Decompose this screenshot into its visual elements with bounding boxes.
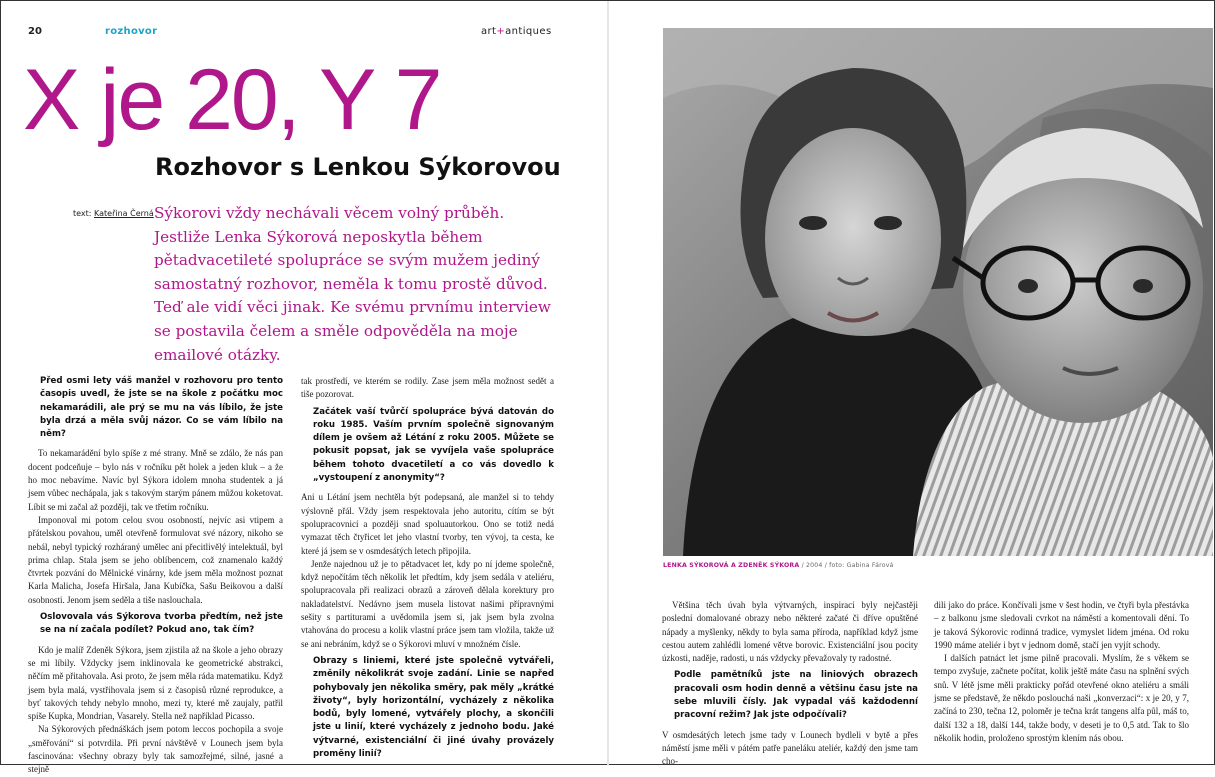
- page-number: 20: [28, 26, 42, 37]
- interview-answer: dili jako do práce. Končívali jsme v šest hodin, ve čtyři byla přestávka – z balkonu jsme sledovali cvrkot na náměstí a komentovali dění. To je taková Sýkorovic rodinná tradice, vymyslet lidem jména. Od roku 1990 máme ateliér i byt v jednom domě, stačí jen vyjít schody.: [934, 600, 1189, 650]
- article-column-2: [301, 375, 554, 767]
- interview-answer: Ani u Létání jsem nechtěla být podepsaná, ale manžel si to tehdy výslovně přál. Vždy jsem respektovala jeho autoritu, cítím se být spolupracovnicí a později snad spoluautorkou. Ono se totiž nedá vymazat těch čtyřicet let jeho vlastní tvorby, ten vývoj, ta cesta, ke které já jsem se v osmdesátých letech připojila.: [301, 492, 554, 556]
- interview-question: Oslovovala vás Sýkorova tvorba předtím, než jste se na ní začala podílet? Pokud ano, tak čím?: [40, 612, 283, 636]
- interview-answer: V osmdesátých letech jsme tady v Lounech bydleli v bytě a přes náměstí jsme měli v pátém patře paneláku ateliér, každý den jsme tam cho-: [662, 729, 918, 767]
- interview-answer: Imponoval mi potom celou svou osobností, nejvíc asi vtipem a přátelskou povahou, uměl otevřeně formulovat své názory, nikoho se nebál, nebyl typický rozháraný umělec ani přecitlivělý intelektuál, byl prima chlap. Stala jsem se jeho oblíbencem, což znamenalo každý čtvrtek pozvání do Mělnické vinárny, kde jsem měla možnost poznat Karla Malicha, Josefa Hiršala, Jana Kubíčka, Sašu Beikovou a další osobnosti. Jenom jsem seděla a tiše naslouchala.: [28, 514, 283, 605]
- caption-names: LENKA SÝKOROVÁ A ZDENĚK SÝKORA: [663, 562, 800, 569]
- interview-question: Podle pamětníků jste na liniových obrazech pracovali osm hodin denně a většinu času jste na sebe mluvili čísly. Jak vypadal váš každodenní pracovní režim? Jak jste odpočívali?: [674, 670, 918, 721]
- photo-caption: [663, 562, 894, 569]
- section-label: rozhovor: [105, 26, 158, 37]
- brand-word-antiques: antiques: [505, 26, 552, 37]
- article-column-4: [934, 599, 1189, 745]
- article-lead: Sýkorovi vždy nechávali věcem volný průběh. Jestliže Lenka Sýkorová neposkytla během pětadvacetileté spolupráce se svým mužem jediný samostatný rozhovor, neměla k tomu prostě důvod. Teď ale vidí věci jinak. Ke svému prvnímu interview se postavila čelem a směle odpověděla na moje emailové otázky.: [154, 204, 551, 364]
- page-gutter: [607, 1, 609, 766]
- caption-credit: / 2004 / foto: Gabina Fárová: [801, 562, 894, 569]
- interview-question: Před osmi lety váš manžel v rozhovoru pro tento časopis uvedl, že jste se na škole z počátku moc nekamarádili, ale prý se mu na vás líbilo, že jste byla drzá a měla svůj názor. Co se vám líbilo na něm?: [40, 376, 283, 440]
- portrait-photo: [663, 28, 1213, 556]
- article-column-3: [662, 599, 918, 769]
- portrait-photo-icon: [663, 28, 1213, 556]
- article-subhead: Rozhovor s Lenkou Sýkorovou: [155, 153, 561, 181]
- interview-answer: I dalších patnáct let jsme pilně pracovali. Myslím, že s věkem se tempo zvyšuje, začnete počítat, kolik ještě máte času na splnění svých snů. V létě jsme měli prakticky pořád otevřené okno ateliéru a smáli jsme se představě, že někdo poslouchá naši „konverzaci“: x je 20, y 7, začíná to 230, tečna 12, poloměr je tečna krát tangens alfa půl, máš to, další 132 a 18, další 144, takže body, v deseti je to 0,5 atd. Tak to šlo několik hodin, proloženo sprostým klením nás obou.: [934, 653, 1189, 743]
- interview-answer: Kdo je malíř Zdeněk Sýkora, jsem zjistila až na škole a jeho obrazy se mi líbily. Vždycky jsem inklinovala ke geometrické abstrakci, něčím mě přitahovala. Asi proto, že jsem měla ráda matematiku. Když jsem byla malá, vystřihovala jsem si z časopisů různé reprodukce, a byť takových tehdy nebylo mnoho, mezi ty, které mě zaujaly, patřil spíše Kupka, Mondrian, Vasarely. Stella než například Picasso.: [28, 644, 283, 722]
- article-headline: X je 20, Y 7: [23, 52, 441, 148]
- article-column-1: [28, 375, 283, 777]
- byline-author: Kateřina Černá: [94, 209, 154, 218]
- brand-word-art: art: [481, 26, 497, 37]
- brand-plus: +: [496, 26, 506, 37]
- interview-answer: Na Sýkorových přednáškách jsem potom leccos pochopila a svoje „směřování“ si potvrdila. Při první návštěvě v Lounech jsem byla fascinována: všechny obrazy byly tak samozřejmé, silné, jasné a stejně: [28, 724, 283, 775]
- interview-answer: To nekamarádění bylo spíše z mé strany. Mně se zdálo, že nás pan docent podceňuje – bylo nás v ročníku pět holek a jeden kluk – a že ho moc nebavíme. Navíc byl Sýkora idolem mnoha studentek a já jsem vůbec nechápala, jak s takovým starým pánem můžou koketovat. Líbit se mi začal až později, tak ve třetím ročníku.: [28, 448, 283, 512]
- interview-question: Začátek vaší tvůrčí spolupráce bývá datován do roku 1985. Vaším prvním společně signovaným dílem je ovšem až Létání z roku 2005. Můžete se pokusit popsat, jak se vyvíjela vaše spolupráce během tohoto dvacetiletí a co vás dovedlo k „vystoupení z anonymity“?: [313, 406, 554, 484]
- interview-answer: Většina těch úvah byla výtvarných, inspirací byly nejčastěji poslední domalované obrazy nebo některé začaté či dříve opuštěné nápady a myšlenky, někdy to byla sama příroda, například když jsme cestou autem zahlédli lomené větve borovic. Existenciální jsou pocity úzkosti, naděje, radosti, u nás vždycky převažovaly ty radostné.: [662, 600, 918, 664]
- byline-prefix: text:: [73, 209, 92, 218]
- interview-answer: Jenže najednou už je to pětadvacet let, kdy po ní jdeme společně, když nepočítám těch několik let předtím, kdy jsem sedála v ateliéru, spolupracovala při realizaci obrazů a zároveň dělala korektury pro nakladatelství. Nedávno jsem musela listovat našimi přípravnými sešity s partiturami a uvědomila jsem si, jak jsem byla zvolna vtahována do procesu a kolik vlastní práce jsem tam vložila, takže už se ani nebráním, když se o Sýkorovi mluví v množném čísle.: [301, 558, 554, 649]
- interview-answer: tak prostředí, ve kterém se rodily. Zase jsem měla možnost sedět a tiše pozorovat.: [301, 376, 554, 400]
- byline: [73, 209, 154, 218]
- magazine-brand: [481, 26, 552, 37]
- interview-question: Obrazy s liniemi, které jste společně vytvářeli, změnily několikrát svoje zadání. Linie se napřed pohybovaly jen několika směry, pak měly „krátké životy“, byly horizontální, vycházely z několika bodů, byly lomené, vytvářely plochy, a skončili jste u linií, které vycházely z jednoho bodu. Jaké výtvarné, existenciální či jiné úvahy provázely proměny linií?: [313, 655, 554, 760]
